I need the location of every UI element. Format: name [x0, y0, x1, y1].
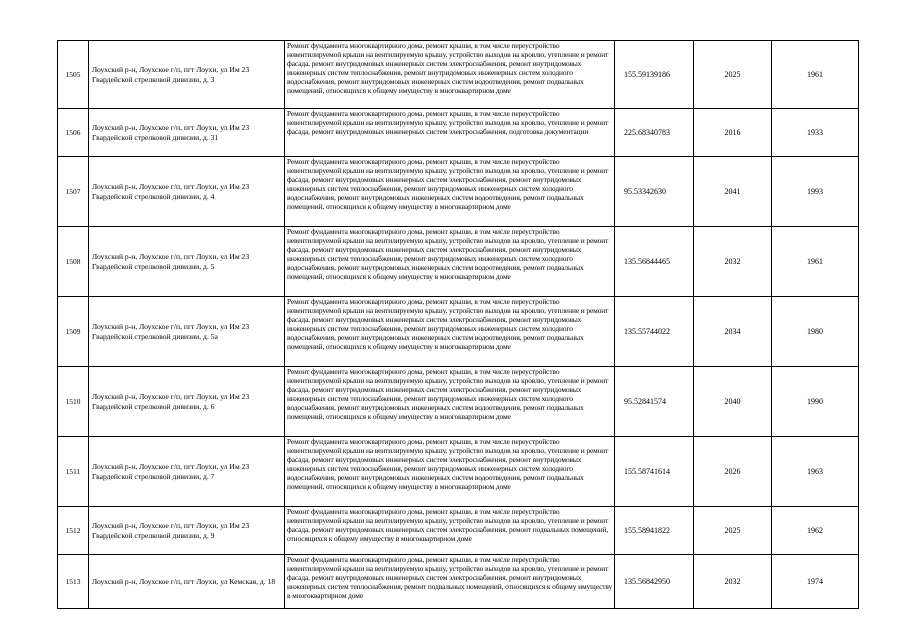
planned-year-cell: 2032: [694, 555, 772, 609]
planned-year-cell: 2025: [694, 41, 772, 109]
row-number-cell: 1505: [58, 41, 89, 109]
value-cell: 155.58941822: [615, 507, 694, 555]
row-number-cell: 1506: [58, 109, 89, 157]
address-cell: Лоухский р-н, Лоухское г/п, пгт Лоухи, ул Им 23 Гвардейской стрелковой дивизии, д. 6: [89, 367, 285, 437]
year-built-cell: 1961: [772, 227, 859, 297]
planned-year-cell: 2032: [694, 227, 772, 297]
repair-works-cell: Ремонт фундамента многоквартирного дома, ремонт крыши, в том числе переустройство невентилируемой крыши на вентилируемую крышу, устройство выходов на кровлю, утепление и ремонт фасада, ремонт внутридомовых инженерных систем электроснабжения, ремонт внутридомовых инженерных систем теплоснабжения, ремонт внутридомовых инженерных систем холодного водоснабжения, ремонт внутридомовых инженерных систем водоотведения, ремонт подвальных помещений, относящихся к общему имуществу в многоквартирном доме: [285, 227, 615, 297]
row-number-cell: 1509: [58, 297, 89, 367]
value-cell: 155.59139186: [615, 41, 694, 109]
row-number-cell: 1513: [58, 555, 89, 609]
row-number-cell: 1510: [58, 367, 89, 437]
address-cell: Лоухский р-н, Лоухское г/п, пгт Лоухи, ул Кемская, д. 18: [89, 555, 285, 609]
row-number-cell: 1508: [58, 227, 89, 297]
repair-works-cell: Ремонт фундамента многоквартирного дома, ремонт крыши, в том числе переустройство невентилируемой крыши на вентилируемую крышу, устройство выходов на кровлю, утепление и ремонт фасада, ремонт внутридомовых инженерных систем электроснабжения, ремонт внутридомовых инженерных систем теплоснабжения, ремонт внутридомовых инженерных систем холодного водоснабжения, ремонт внутридомовых инженерных систем водоотведения, ремонт подвальных помещений, относящихся к общему имуществу в многоквартирном доме: [285, 437, 615, 507]
address-cell: Лоухский р-н, Лоухское г/п, пгт Лоухи, ул Им 23 Гвардейской стрелковой дивизии, д. 3: [89, 41, 285, 109]
repair-works-cell: Ремонт фундамента многоквартирного дома, ремонт крыши, в том числе переустройство невентилируемой крыши на вентилируемую крышу, устройство выходов на кровлю, утепление и ремонт фасада, ремонт внутридомовых инженерных систем электроснабжения, ремонт внутридомовых инженерных систем теплоснабжения, ремонт подвальных помещений, относящихся к общему имуществу в многоквартирном доме: [285, 555, 615, 609]
planned-year-cell: 2025: [694, 507, 772, 555]
row-number-cell: 1507: [58, 157, 89, 227]
value-cell: 95.52841574: [615, 367, 694, 437]
value-cell: 135.56844465: [615, 227, 694, 297]
repair-works-cell: Ремонт фундамента многоквартирного дома, ремонт крыши, в том числе переустройство невентилируемой крыши на вентилируемую крышу, устройство выходов на кровлю, утепление и ремонт фасада, ремонт внутридомовых инженерных систем электроснабжения, ремонт подвальных помещений, относящихся к общему имуществу в многоквартирном доме: [285, 507, 615, 555]
value-cell: 95.53342630: [615, 157, 694, 227]
year-built-cell: 1990: [772, 367, 859, 437]
row-number-cell: 1511: [58, 437, 89, 507]
repair-works-cell: Ремонт фундамента многоквартирного дома, ремонт крыши, в том числе переустройство невентилируемой крыши на вентилируемую крышу, устройство выходов на кровлю, утепление и ремонт фасада, ремонт внутридомовых инженерных систем электроснабжения, ремонт внутридомовых инженерных систем теплоснабжения, ремонт внутридомовых инженерных систем холодного водоснабжения, ремонт внутридомовых инженерных систем водоотведения, ремонт подвальных помещений, относящихся к общему имуществу в многоквартирном доме: [285, 157, 615, 227]
year-built-cell: 1933: [772, 109, 859, 157]
value-cell: 135.55744022: [615, 297, 694, 367]
year-built-cell: 1961: [772, 41, 859, 109]
planned-year-cell: 2041: [694, 157, 772, 227]
year-built-cell: 1963: [772, 437, 859, 507]
planned-year-cell: 2016: [694, 109, 772, 157]
table-row: [58, 157, 859, 227]
repair-program-table: [57, 40, 859, 609]
table-row: [58, 41, 859, 109]
table-row: [58, 367, 859, 437]
year-built-cell: 1962: [772, 507, 859, 555]
table-body: [58, 41, 859, 609]
table-row: [58, 109, 859, 157]
planned-year-cell: 2034: [694, 297, 772, 367]
address-cell: Лоухский р-н, Лоухское г/п, пгт Лоухи, ул Им 23 Гвардейской стрелковой дивизии, д. 7: [89, 437, 285, 507]
value-cell: 225.68340783: [615, 109, 694, 157]
table-row: [58, 297, 859, 367]
address-cell: Лоухский р-н, Лоухское г/п, пгт Лоухи, ул Им 23 Гвардейской стрелковой дивизии, д. 4: [89, 157, 285, 227]
address-cell: Лоухский р-н, Лоухское г/п, пгт Лоухи, ул Им 23 Гвардейской стрелковой дивизии, д. 9: [89, 507, 285, 555]
year-built-cell: 1980: [772, 297, 859, 367]
year-built-cell: 1993: [772, 157, 859, 227]
repair-works-cell: Ремонт фундамента многоквартирного дома, ремонт крыши, в том числе переустройство невентилируемой крыши на вентилируемую крышу, устройство выходов на кровлю, утепление и ремонт фасада, ремонт внутридомовых инженерных систем электроснабжения, ремонт внутридомовых инженерных систем теплоснабжения, ремонт внутридомовых инженерных систем холодного водоснабжения, ремонт внутридомовых инженерных систем водоотведения, ремонт подвальных помещений, относящихся к общему имуществу в многоквартирном доме: [285, 367, 615, 437]
address-cell: Лоухский р-н, Лоухское г/п, пгт Лоухи, ул Им 23 Гвардейской стрелковой дивизии, д. 31: [89, 109, 285, 157]
table-row: [58, 555, 859, 609]
table-row: [58, 507, 859, 555]
planned-year-cell: 2040: [694, 367, 772, 437]
repair-works-cell: Ремонт фундамента многоквартирного дома, ремонт крыши, в том числе переустройство невентилируемой крыши на вентилируемую крышу, устройство выходов на кровлю, утепление и ремонт фасада, ремонт внутридомовых инженерных систем электроснабжения, подготовка документации: [285, 109, 615, 157]
year-built-cell: 1974: [772, 555, 859, 609]
planned-year-cell: 2026: [694, 437, 772, 507]
repair-works-cell: Ремонт фундамента многоквартирного дома, ремонт крыши, в том числе переустройство невентилируемой крыши на вентилируемую крышу, устройство выходов на кровлю, утепление и ремонт фасада, ремонт внутридомовых инженерных систем электроснабжения, ремонт внутридомовых инженерных систем теплоснабжения, ремонт внутридомовых инженерных систем холодного водоснабжения, ремонт внутридомовых инженерных систем водоотведения, ремонт подвальных помещений, относящихся к общему имуществу в многоквартирном доме: [285, 297, 615, 367]
value-cell: 155.58741614: [615, 437, 694, 507]
value-cell: 135.56842950: [615, 555, 694, 609]
table-row: [58, 227, 859, 297]
repair-works-cell: Ремонт фундамента многоквартирного дома, ремонт крыши, в том числе переустройство невентилируемой крыши на вентилируемую крышу, устройство выходов на кровлю, утепление и ремонт фасада, ремонт внутридомовых инженерных систем электроснабжения, ремонт внутридомовых инженерных систем теплоснабжения, ремонт внутридомовых инженерных систем холодного водоснабжения, ремонт внутридомовых инженерных систем водоотведения, ремонт подвальных помещений, относящихся к общему имуществу в многоквартирном доме: [285, 41, 615, 109]
row-number-cell: 1512: [58, 507, 89, 555]
table-row: [58, 437, 859, 507]
address-cell: Лоухский р-н, Лоухское г/п, пгт Лоухи, ул Им 23 Гвардейской стрелковой дивизии, д. 5: [89, 227, 285, 297]
address-cell: Лоухский р-н, Лоухское г/п, пгт Лоухи, ул Им 23 Гвардейской стрелковой дивизии, д. 5а: [89, 297, 285, 367]
